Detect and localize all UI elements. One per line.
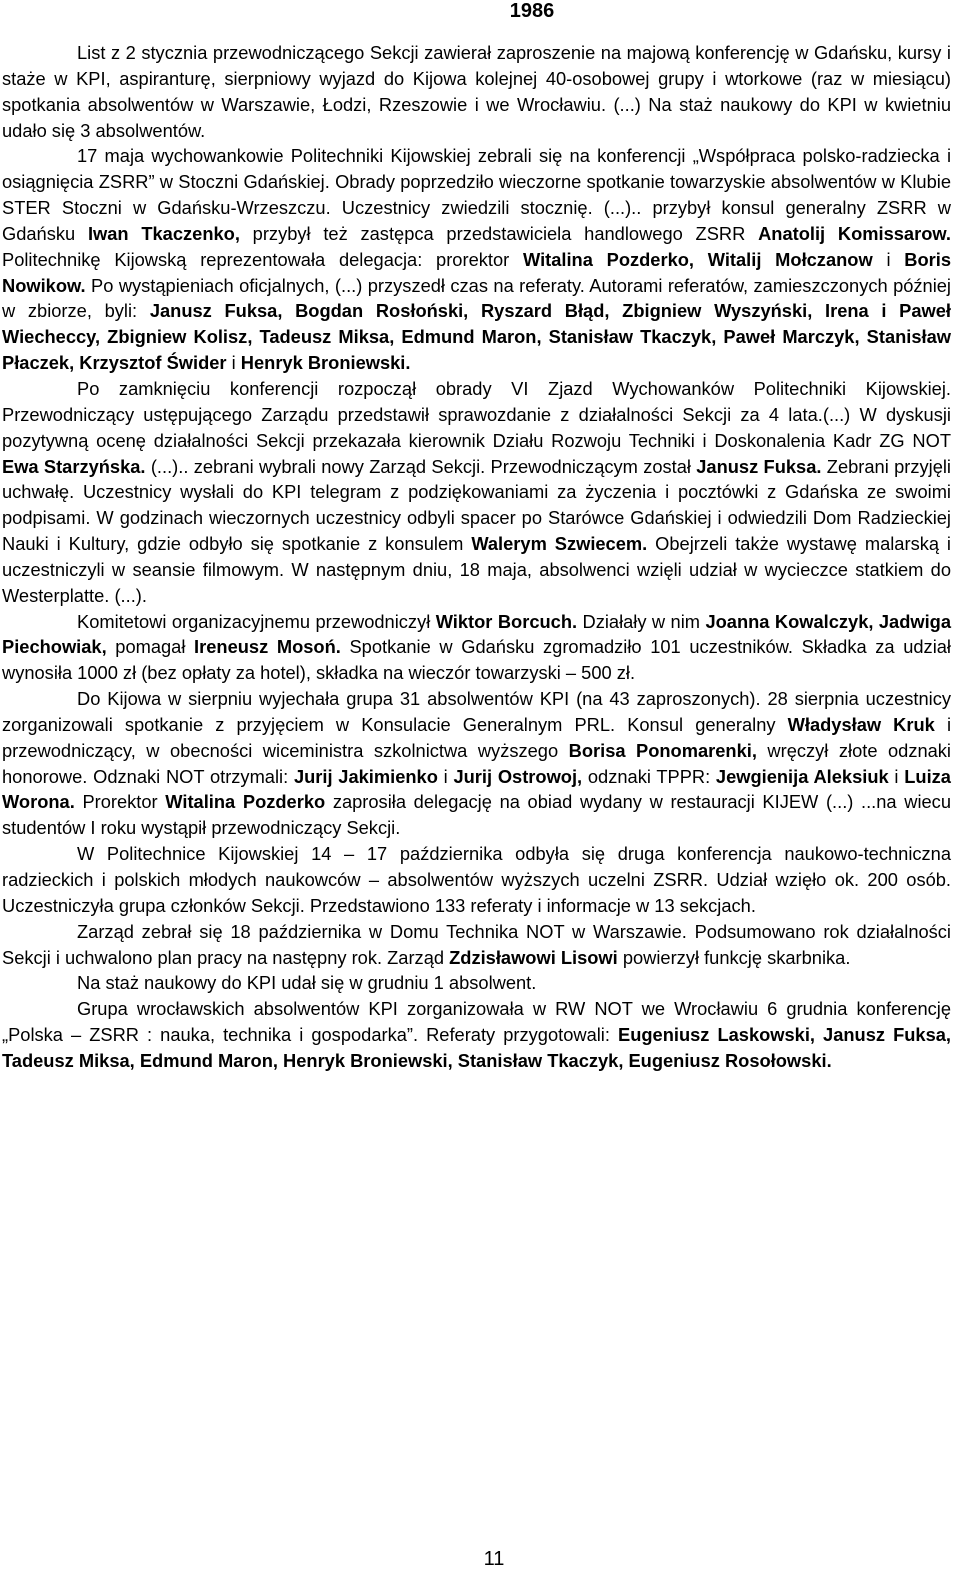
text-run: Do Kijowa w sierpniu wyjechała grupa 31 absolwentów KPI (na 43 zaproszonych). 28 sierpnia uczestnicy zorganizowali spotkanie z przyjęciem w Konsulacie Generalnym PRL. Konsul generalny <box>2 688 951 735</box>
text-run: Zebrani przyjęli uchwałę. Uczestnicy wysłali do KPI telegram z podziękowaniami za życzenia i pocztówki z Gdańska ze swoimi podpisami. W godzinach wieczornych uczestnicy odbyli spacer po Starówce Gdańskiej i odwiedzili Dom Radzieckiej Nauki i Kultury, gdzie odbyło się spotkanie z konsulem <box>2 455 951 555</box>
bold-name-run: Witalina Pozderko <box>165 791 326 813</box>
text-run: Grupa wrocławskich absolwentów KPI zorganizowała w RW NOT we Wrocławiu 6 grudnia konferencję „Polska – ZSRR : nauka, technika i gospodarka”. Referaty przygotowali: <box>2 998 951 1046</box>
text-run: i <box>226 352 241 374</box>
paragraph <box>2 996 951 1074</box>
paragraph <box>2 143 951 376</box>
text-run: odznaki TPPR: <box>582 765 716 787</box>
text-run: i <box>437 765 454 787</box>
text-run: wręczył złote odznaki honorowe. Odznaki NOT otrzymali: <box>2 739 951 787</box>
bold-name-run: Walerym Szwiecem. <box>471 533 648 555</box>
bold-name-run: Janusz Fuksa. <box>696 455 822 477</box>
bold-name-run: Luiza Worona. <box>2 765 951 813</box>
page-header-year: 1986 <box>509 0 555 22</box>
text-run: i przewodniczący, w obecności wiceministra szkolnictwa wyższego <box>2 713 952 761</box>
bold-name-run: Ewa Starzyńska. <box>2 455 146 477</box>
paragraph <box>2 841 951 919</box>
paragraph <box>2 376 951 609</box>
bold-name-run: Iwan Tkaczenko, <box>87 222 240 244</box>
text-run: 17 maja wychowankowie Politechniki Kijowskiej zebrali się na konferencji „Współpraca polsko-radziecka i osiągnięcia ZSRR” w Stoczni Gdańskiej. Obrady poprzedziło wieczorne spotkanie towarzyskie absolwentów w Klubie STER Stoczni w Gdańsku-Wrzeszczu. Uczestnicy zwiedzili stocznię. (...).. przybył konsul generalny ZSRR w Gdańsku <box>2 145 951 244</box>
text-run: W Politechnice Kijowskiej 14 – 17 października odbyła się druga konferencja naukowo-techniczna radzieckich i polskich młodych naukowców – absolwentów wyższych uczelni ZSRR. Udział wzięło ok. 200 osób. Uczestniczyła grupa członków Sekcji. Przedstawiono 133 referaty i informacje w 13 sekcjach. <box>2 843 951 916</box>
bold-name-run: Zdzisławowi Lisowi <box>449 946 618 968</box>
text-run: przybył też zastępca przedstawiciela handlowego ZSRR <box>239 222 759 244</box>
text-run: i <box>872 248 905 270</box>
bold-name-run: Władysław Kruk <box>787 713 935 735</box>
bold-name-run: Joanna Kowalczyk, Jadwiga Piechowiak, <box>2 610 951 658</box>
bold-name-run: Janusz Fuksa, Bogdan Rosłoński, Ryszard Błąd, Zbigniew Wyszyński, Irena i Paweł Wiecheccy, Zbigniew Kolisz, Tadeusz Miksa, Edmund Maron, Stanisław Tkaczyk, Paweł Marczyk, Stanisław Płaczek, Krzysztof Świder <box>2 300 951 374</box>
text-run: Prorektor <box>74 791 166 813</box>
text-run: (...).. zebrani wybrali nowy Zarząd Sekcji. Przewodniczącym został <box>145 455 697 477</box>
text-run: Na staż naukowy do KPI udał się w grudniu 1 absolwent. <box>77 972 537 994</box>
text-run: i <box>888 765 905 787</box>
text-run: powierzył funkcję skarbnika. <box>617 946 851 968</box>
paragraph <box>2 686 951 841</box>
bold-name-run: Jurij Jakimienko <box>293 765 438 787</box>
bold-name-run: Jurij Ostrowoj, <box>453 765 583 787</box>
document-body <box>2 40 951 1074</box>
bold-name-run: Jewgienija Aleksiuk <box>715 765 889 787</box>
text-run: zaprosiła delegację na obiad wydany w restauracji KIJEW (...) ...na wiecu studentów I roku wystąpił przewodniczący Sekcji. <box>2 791 951 839</box>
text-run: Po wystąpieniach oficjalnych, (...) przyszedł czas na referaty. Autorami referatów, zamieszczonych później w zbiorze, byli: <box>2 274 951 322</box>
text-run: List z 2 stycznia przewodniczącego Sekcji zawierał zaproszenie na majową konferencję w Gdańsku, kursy i staże w KPI, aspiranturę, sierpniowy wyjazd do Kijowa kolejnej 40-osobowej grupy i wtorkowe (raz w miesiącu) spotkania absolwentów w Warszawie, Łodzi, Rzeszowie i we Wrocławiu. (...) Na staż naukowy do KPI w kwietniu udało się 3 absolwentów. <box>2 42 951 141</box>
bold-name-run: Wiktor Borcuch. <box>435 610 578 632</box>
bold-name-run: Eugeniusz Laskowski, Janusz Fuksa, Tadeusz Miksa, Edmund Maron, Henryk Broniewski, Stanisław Tkaczyk, Eugeniusz Rosołowski. <box>2 1024 952 1071</box>
bold-name-run: Ireneusz Mosoń. <box>194 636 341 658</box>
text-run: pomagał <box>106 636 195 658</box>
paragraph <box>2 919 951 971</box>
text-run: Politechnikę Kijowską reprezentowała delegacja: prorektor <box>2 248 523 270</box>
text-run: Zarząd zebrał się 18 października w Domu Technika NOT w Warszawie. Podsumowano rok działalności Sekcji i uchwalono plan pracy na następny rok. Zarząd <box>2 920 951 968</box>
paragraph <box>2 609 951 687</box>
text-run: Komitetowi organizacyjnemu przewodniczył <box>77 610 436 632</box>
bold-name-run: Boris Nowikow. <box>2 248 951 296</box>
text-run: Obejrzeli także wystawę malarską i uczestniczyli w seansie filmowym. W następnym dniu, 18 maja, absolwenci wzięli udział w wycieczce statkiem do Westerplatte. (...). <box>2 533 951 606</box>
bold-name-run: Witalina Pozderko, Witalij Mołczanow <box>522 248 873 270</box>
text-run: Działały w nim <box>577 610 706 632</box>
bold-name-run: Anatolij Komissarow. <box>758 222 951 244</box>
bold-name-run: Borisa Ponomarenki, <box>568 739 757 761</box>
paragraph <box>2 40 951 143</box>
paragraph <box>2 970 951 996</box>
text-run: Po zamknięciu konferencji rozpoczął obrady VI Zjazd Wychowanków Politechniki Kijowskiej. Przewodniczący ustępującego Zarządu przedstawił sprawozdanie z działalności Sekcji za 4 lata.(...) W dyskusji pozytywną ocenę działalności Sekcji przekazała kierownik Działu Rozwoju Techniki i Doskonalenia Kadr ZG NOT <box>2 377 951 451</box>
page-number: 11 <box>483 1548 505 1570</box>
bold-name-run: Henryk Broniewski. <box>240 352 411 374</box>
text-run: Spotkanie w Gdańsku zgromadziło 101 uczestników. Składka za udział wynosiła 1000 zł (bez opłaty za hotel), składka na wieczór towarzyski – 500 zł. <box>2 636 951 684</box>
